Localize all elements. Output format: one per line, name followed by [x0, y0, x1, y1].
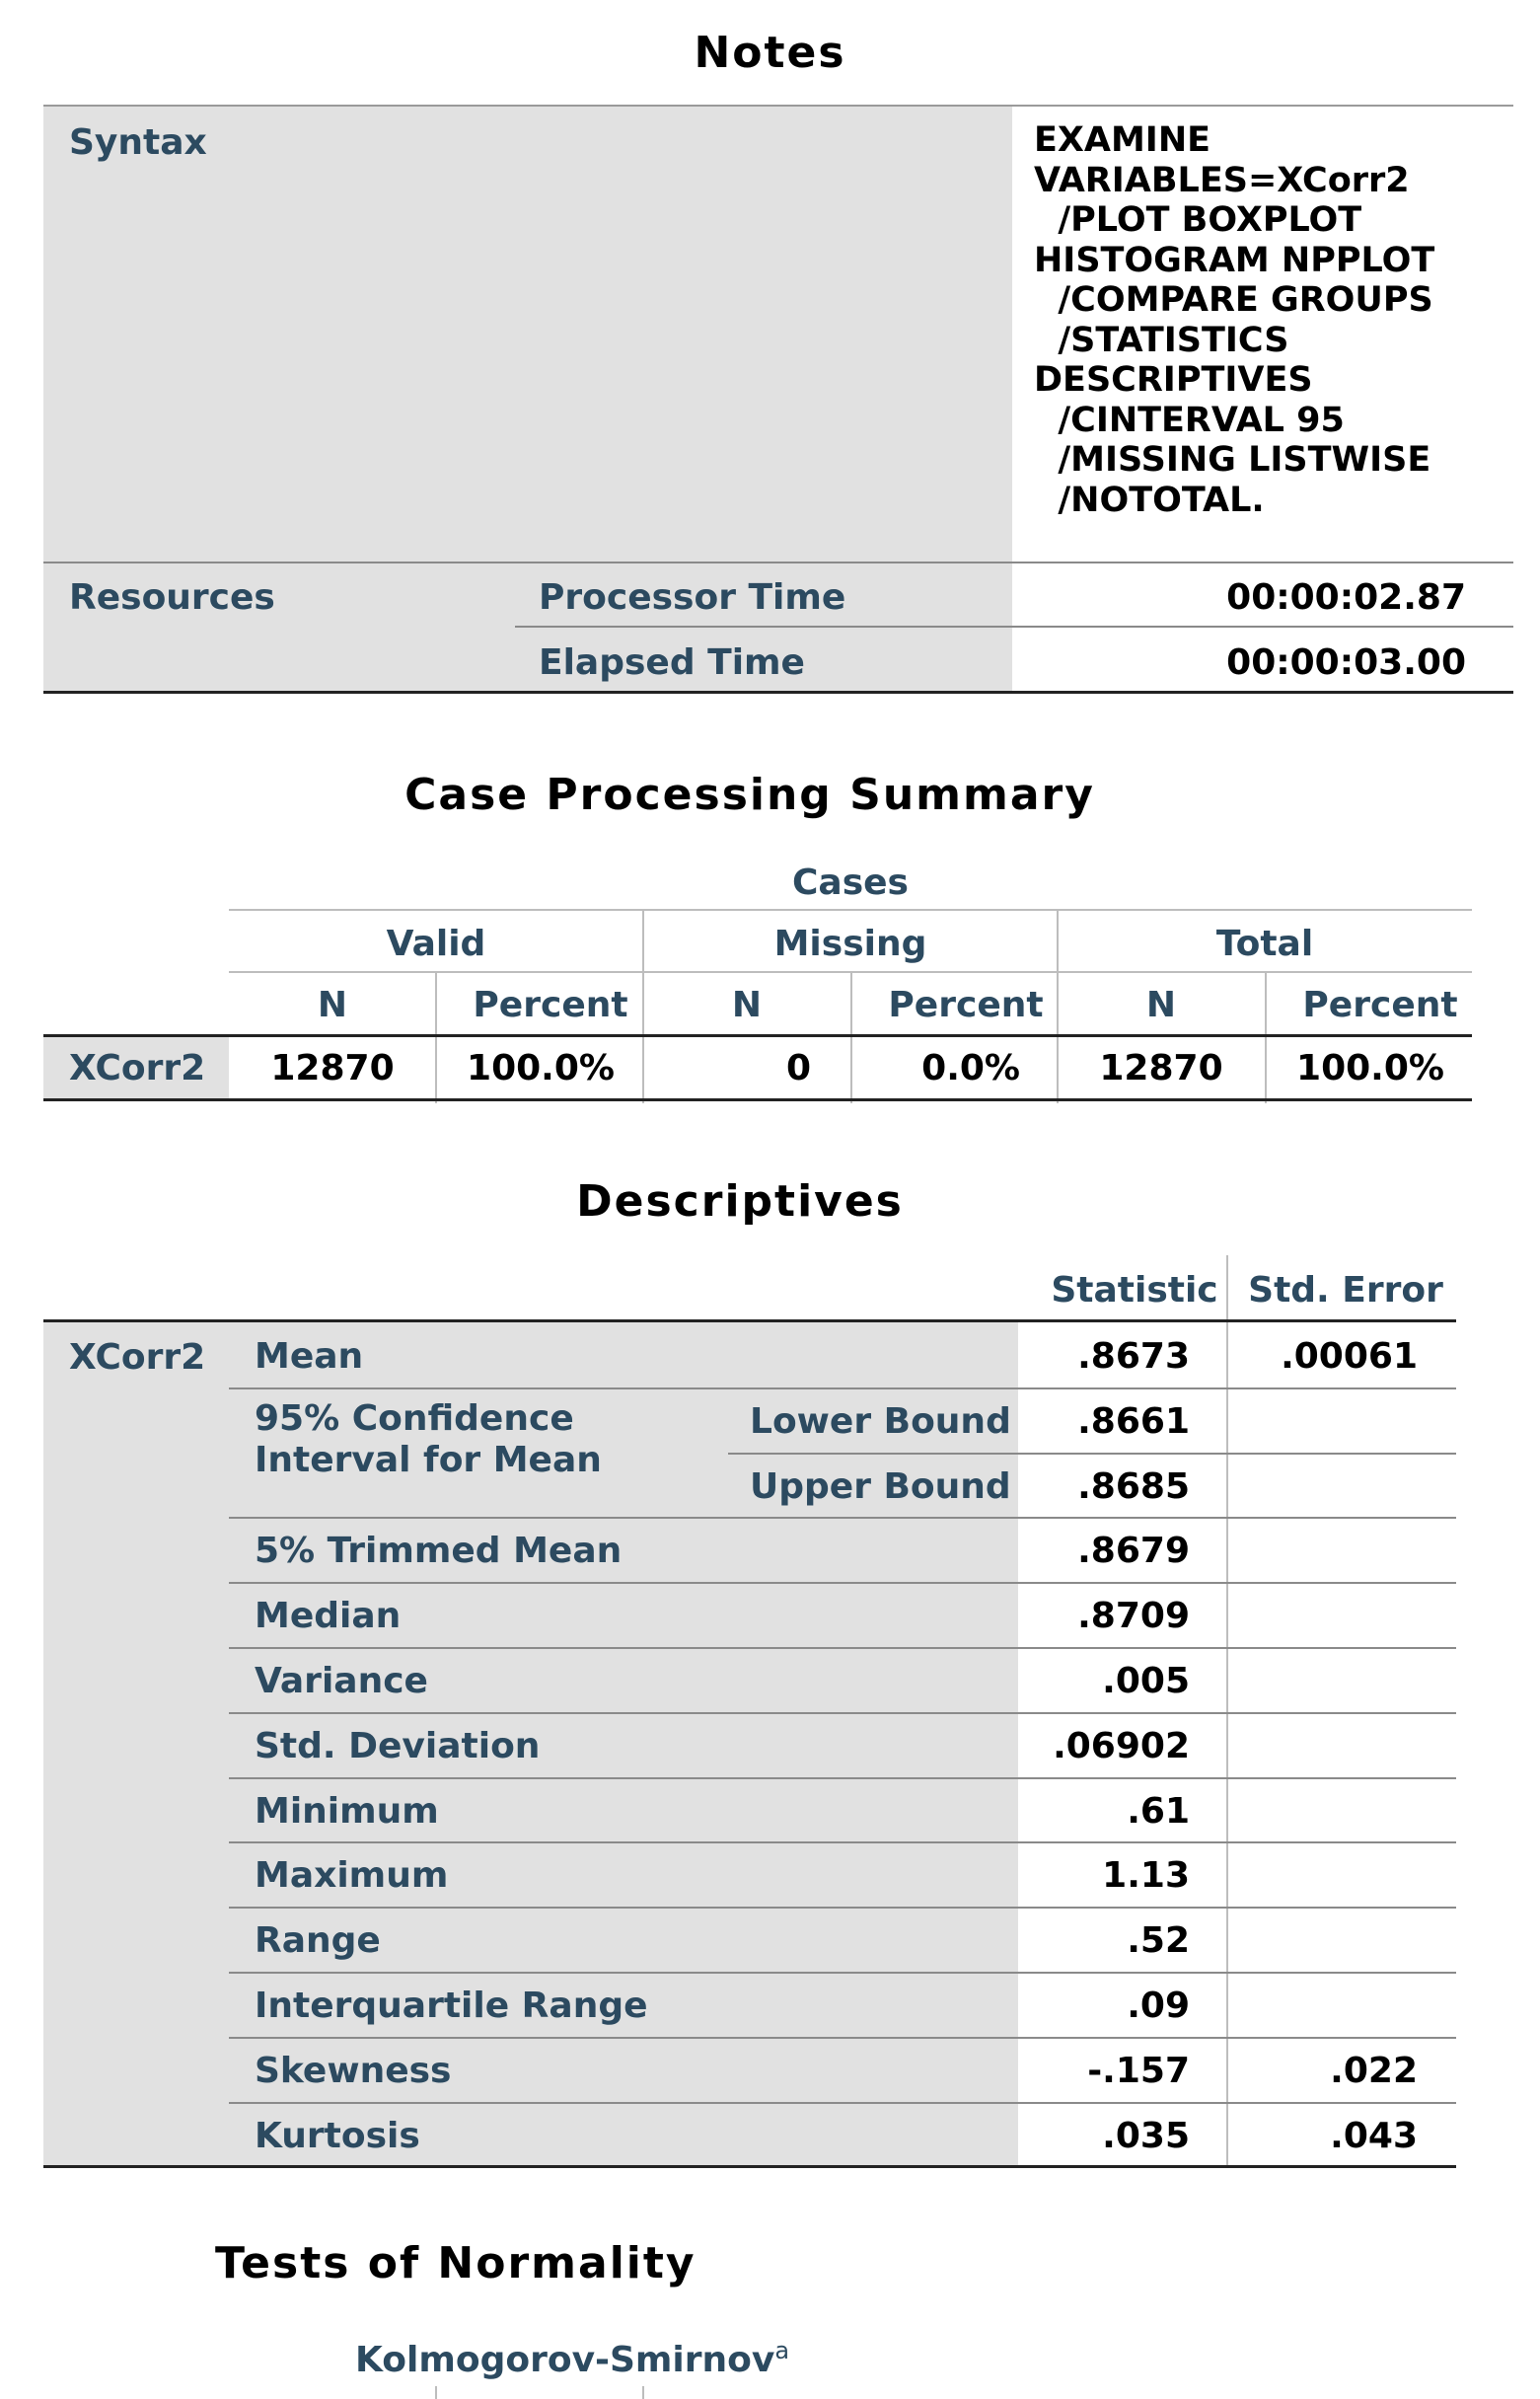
- desc-row-label: Median: [255, 1596, 402, 1637]
- syntax-label: Syntax: [69, 122, 207, 163]
- desc-row-statistic: .035: [1102, 2115, 1190, 2156]
- valid-n-header: N: [317, 985, 348, 1025]
- desc-row: [0, 1647, 1540, 1712]
- missing-header: Missing: [773, 924, 927, 964]
- cases-header: Cases: [792, 862, 909, 903]
- case-row-label: XCorr2: [69, 1048, 206, 1088]
- missing-n-header: N: [731, 985, 763, 1025]
- missing-percent-value: 0.0%: [921, 1048, 1020, 1088]
- desc-row: [0, 2102, 1540, 2167]
- statistic-header: Statistic: [1051, 1270, 1218, 1311]
- desc-row-stderr: .022: [1330, 2050, 1418, 2091]
- desc-row-statistic: .52: [1127, 1920, 1190, 1962]
- desc-row-stderr: .00061: [1281, 1336, 1418, 1377]
- desc-row-statistic: .8673: [1077, 1336, 1190, 1377]
- total-percent-value: 100.0%: [1296, 1048, 1444, 1088]
- desc-row-statistic: .61: [1127, 1790, 1190, 1832]
- missing-n-value: 0: [785, 1048, 811, 1088]
- lower-bound-label: Lower Bound: [750, 1401, 1011, 1442]
- notes-title: Notes: [694, 28, 846, 78]
- notes-syntax-label-cell: [43, 106, 1012, 562]
- desc-row-label: Interquartile Range: [255, 1986, 648, 2026]
- valid-percent-value: 100.0%: [467, 1048, 615, 1088]
- desc-row-statistic: .09: [1127, 1986, 1190, 2026]
- desc-row: [0, 1841, 1540, 1907]
- valid-n-value: 12870: [270, 1048, 395, 1088]
- desc-row-label: Variance: [255, 1661, 428, 1701]
- desc-row: [0, 2037, 1540, 2102]
- desc-row-label: Mean: [255, 1336, 364, 1377]
- desc-row-statistic: 1.13: [1102, 1855, 1190, 1897]
- ci-label: 95% Confidence Interval for Mean: [255, 1398, 602, 1480]
- desc-row-statistic: .8679: [1077, 1531, 1190, 1572]
- desc-row-statistic: .8685: [1077, 1465, 1190, 1507]
- desc-row-label: Kurtosis: [255, 2115, 420, 2156]
- desc-row: [0, 1453, 1540, 1518]
- desc-row: [0, 1517, 1540, 1582]
- desc-row-stderr: .043: [1330, 2115, 1418, 2156]
- processor-time-value: 00:00:02.87: [1226, 577, 1466, 618]
- desc-row: [0, 1972, 1540, 2037]
- elapsed-time-label: Elapsed Time: [539, 642, 805, 683]
- desc-row-statistic: -.157: [1087, 2050, 1190, 2091]
- desc-row-label: Std. Deviation: [255, 1725, 541, 1766]
- processor-time-label: Processor Time: [539, 577, 846, 618]
- desc-row-statistic: .8709: [1077, 1596, 1190, 1637]
- desc-row-statistic: .005: [1102, 1661, 1190, 1701]
- stderr-header: Std. Error: [1248, 1270, 1443, 1311]
- missing-percent-header: Percent: [888, 985, 1044, 1025]
- desc-row-statistic: .8661: [1077, 1400, 1190, 1442]
- upper-bound-label: Upper Bound: [750, 1466, 1011, 1507]
- desc-row-label: Minimum: [255, 1790, 439, 1832]
- desc-row-label: Maximum: [255, 1855, 449, 1897]
- normality-title: Tests of Normality: [215, 2238, 697, 2288]
- resources-label: Resources: [69, 577, 275, 618]
- ks-superscript: a: [774, 2337, 790, 2364]
- desc-row: [0, 1712, 1540, 1777]
- desc-row: [0, 1777, 1540, 1842]
- desc-row-label: Skewness: [255, 2050, 452, 2091]
- ks-label: Kolmogorov-Smirnov: [355, 2340, 775, 2380]
- case-summary-title: Case Processing Summary: [404, 770, 1095, 820]
- valid-percent-header: Percent: [473, 985, 628, 1025]
- syntax-text: EXAMINE VARIABLES=XCorr2 /PLOT BOXPLOT HISTOGRAM NPPLOT /COMPARE GROUPS /STATISTICS DESCRIPTIVES /CINTERVAL 95 /MISSING LISTWISE /NOTOTAL.: [1034, 120, 1435, 520]
- total-percent-header: Percent: [1302, 985, 1458, 1025]
- desc-row: [0, 1907, 1540, 1972]
- total-n-header: N: [1145, 985, 1177, 1025]
- desc-row-label: Range: [255, 1920, 381, 1962]
- desc-row-label: 5% Trimmed Mean: [255, 1531, 623, 1572]
- desc-variable-label: XCorr2: [69, 1337, 206, 1378]
- total-n-value: 12870: [1099, 1048, 1223, 1088]
- desc-row: [0, 1387, 1540, 1453]
- desc-row: [0, 1322, 1540, 1387]
- valid-header: Valid: [386, 924, 486, 964]
- total-header: Total: [1215, 924, 1314, 964]
- elapsed-time-value: 00:00:03.00: [1226, 642, 1466, 683]
- desc-row: [0, 1582, 1540, 1647]
- descriptives-title: Descriptives: [576, 1176, 904, 1227]
- desc-row-statistic: .06902: [1053, 1725, 1190, 1766]
- ks-header: [355, 2337, 789, 2380]
